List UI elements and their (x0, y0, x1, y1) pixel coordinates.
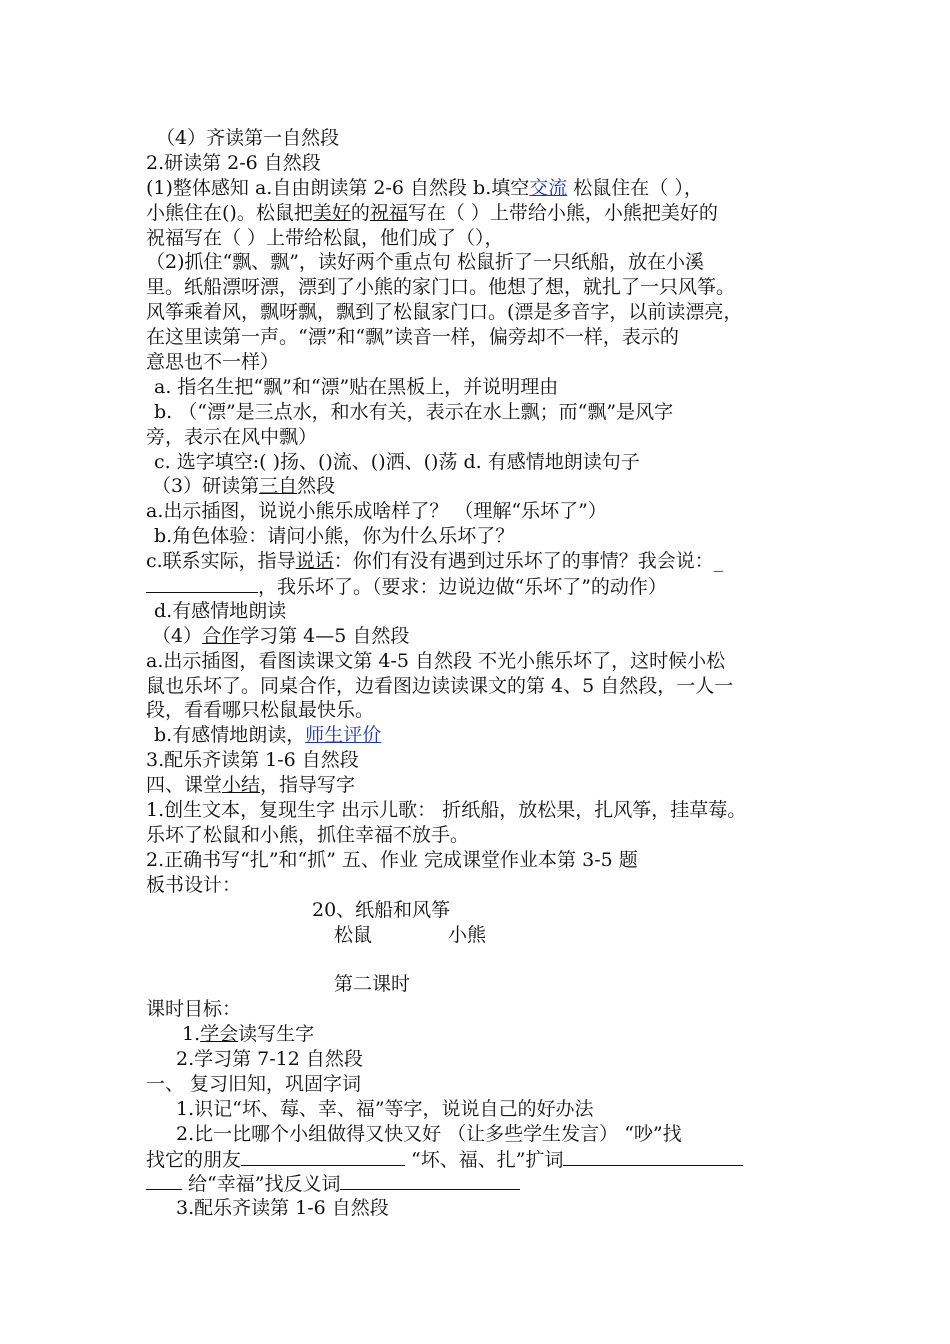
line-text: c.联系实际，指导 (146, 550, 296, 573)
line-text: 3.配乐齐读第 1-6 自然段 (176, 1197, 389, 1220)
line-text: 的 (350, 201, 370, 224)
line-text: 松鼠住在（ ）， (567, 176, 703, 199)
text-line (146, 748, 810, 773)
text-line (146, 499, 810, 524)
line-text: 旁，表示在风中飘） (146, 425, 318, 448)
line-text: 写在（ ）上带给小熊，小熊把美好的 (407, 201, 718, 224)
line-text: a.出示插图，看图读课文第 4-5 自然段 不光小熊乐坏了，这时候小松 (146, 649, 726, 672)
text-line (146, 798, 810, 823)
line-text: 意思也不一样） (146, 351, 280, 374)
empty-line (146, 947, 810, 972)
line-text: 一、 复习旧知，巩固字词 (146, 1072, 362, 1095)
lesson-heading (146, 972, 810, 997)
line-text: (1)整体感知 a.自由朗读第 2-6 自然段 b.填空 (146, 176, 530, 199)
answer-blank[interactable] (146, 574, 258, 593)
text-line (146, 375, 810, 400)
line-text: c. 选字填空:( )扬、()流、()洒、()荡 d. 有感情地朗读句子 (154, 450, 640, 473)
line-text: 2.比一比哪个小组做得又快又好 （让多些学生发言） “吵”找 (176, 1122, 682, 1145)
text-line (146, 450, 810, 475)
line-text: ，指导写字 (260, 774, 356, 797)
text-line (146, 1072, 810, 1097)
line-text: 给“幸福”找反义词 (182, 1173, 341, 1196)
underlined-word: 祝福 (369, 201, 408, 224)
text-line (146, 1047, 810, 1072)
line-text: 学习第 4—5 自然段 (240, 624, 410, 647)
underlined-word: 美好 (312, 201, 351, 224)
board-title (146, 898, 810, 923)
text-line (146, 698, 810, 723)
line-text: 1.创生文本，复现生字 出示儿歌： 折纸船，放松果，扎风筝，挂草莓。 (146, 799, 747, 822)
link-shisheng-pingjia[interactable]: 师生评价 (305, 724, 382, 747)
text-line (146, 400, 810, 425)
text-line (146, 275, 810, 300)
text-line (146, 1196, 810, 1221)
text-line (146, 474, 810, 499)
line-text: 课时目标： (146, 998, 242, 1021)
text-line (146, 425, 810, 450)
text-line (146, 823, 810, 848)
text-line (146, 1122, 810, 1147)
text-line (146, 1097, 810, 1122)
line-text: 然段 (297, 475, 336, 498)
document-body (146, 126, 810, 1221)
line-text: 第二课时 (334, 973, 411, 996)
text-line (146, 1022, 810, 1047)
line-text: 里。纸船漂呀漂，漂到了小熊的家门口。他想了想，就扎了一只风筝。 (146, 276, 736, 299)
answer-blank[interactable] (241, 1147, 405, 1166)
text-line (146, 549, 810, 574)
text-line (146, 649, 810, 674)
line-text: a. 指名生把“飘”和“漂”贴在黑板上，并说明理由 (154, 375, 559, 398)
text-line (146, 201, 810, 226)
underlined-word: 说话 (295, 550, 334, 573)
text-line (146, 176, 810, 201)
text-line (146, 674, 810, 699)
line-text: b.有感情地朗读， (154, 724, 306, 747)
line-text: d.有感情地朗读 (154, 599, 287, 622)
text-line (146, 250, 810, 275)
line-text: 祝福写在（ ）上带给松鼠，他们成了（）， (146, 226, 504, 249)
text-line (146, 723, 810, 748)
text-line (146, 1171, 810, 1196)
line-text: 1. (182, 1023, 201, 1046)
line-text: 风筝乘着风，飘呀飘，飘到了松鼠家门口。(漂是多音字，以前读漂亮， (146, 301, 743, 324)
text-line (146, 524, 810, 549)
line-text: b.角色体验：请问小熊，你为什么乐坏了？ (154, 525, 515, 548)
line-text: ：你们有没有遇到过乐坏了的事情？我会说：_ (333, 550, 724, 573)
board-item-xiaoxiong: 小熊 (448, 923, 487, 946)
line-text: 读写生字 (238, 1023, 315, 1046)
line-text: 段，看看哪只松鼠最快乐。 (146, 699, 375, 722)
text-line (146, 574, 810, 599)
line-text: b. （“漂”是三点水，和水有关，表示在水上飘；而“飘”是风字 (154, 400, 674, 423)
line-text: a.出示插图，说说小熊乐成啥样了？ （理解“乐坏了”） (146, 500, 607, 523)
line-text: 乐坏了松鼠和小熊，抓住幸福不放手。 (146, 823, 470, 846)
text-line (146, 226, 810, 251)
answer-blank[interactable] (146, 1171, 182, 1190)
link-jiaoliu[interactable]: 交流 (529, 176, 568, 199)
underlined-word: 小结 (222, 774, 261, 797)
line-text: 2.正确书写“扎”和“抓” 五、作业 完成课堂作业本第 3-5 题 (146, 848, 638, 871)
line-text: （4）齐读第一自然段 (156, 127, 340, 149)
text-line (146, 848, 810, 873)
line-text: “坏、福、扎”扩词 (405, 1148, 564, 1171)
answer-blank[interactable] (563, 1147, 743, 1166)
line-text: 小熊住在()。松鼠把 (146, 201, 313, 224)
text-line (146, 773, 810, 798)
text-line (146, 350, 810, 375)
text-line (146, 873, 810, 898)
text-line (146, 997, 810, 1022)
board-row (146, 923, 810, 948)
line-text: 2.学习第 7-12 自然段 (176, 1047, 363, 1070)
text-line (146, 1147, 810, 1172)
line-text: （3）研读第 (152, 475, 260, 498)
text-line (146, 300, 810, 325)
text-line (146, 325, 810, 350)
line-text: 2.研读第 2-6 自然段 (146, 151, 321, 174)
answer-blank[interactable] (340, 1171, 520, 1190)
text-line (146, 126, 810, 151)
board-item-songshu: 松鼠 (334, 923, 373, 946)
line-text: 找它的朋友 (146, 1148, 242, 1171)
text-line (146, 624, 810, 649)
underlined-word: 合作 (202, 624, 241, 647)
line-text: 20、纸船和风筝 (312, 898, 451, 921)
underlined-word: 学会 (200, 1023, 239, 1046)
text-line (146, 151, 810, 176)
line-text: 在这里读第一声。“漂”和“飘”读音一样，偏旁却不一样，表示的 (146, 326, 679, 349)
line-text: （2)抓住“飘、飘”，读好两个重点句 松鼠折了一只纸船，放在小溪 (146, 251, 704, 274)
line-text: 四、课堂 (146, 774, 223, 797)
underlined-word: 三自 (259, 475, 298, 498)
line-text: 1.识记“坏、莓、幸、福”等字，说说自己的好办法 (176, 1097, 594, 1120)
line-text: （4） (152, 624, 203, 647)
line-text: ，我乐坏了。（要求：边说边做“乐坏了”的动作） (258, 576, 667, 599)
line-text: 3.配乐齐读第 1-6 自然段 (146, 749, 359, 772)
line-text: 鼠也乐坏了。同桌合作，边看图边读读课文的第 4、5 自然段，一人一 (146, 674, 734, 697)
text-line (146, 599, 810, 624)
line-text: 板书设计： (146, 873, 242, 896)
